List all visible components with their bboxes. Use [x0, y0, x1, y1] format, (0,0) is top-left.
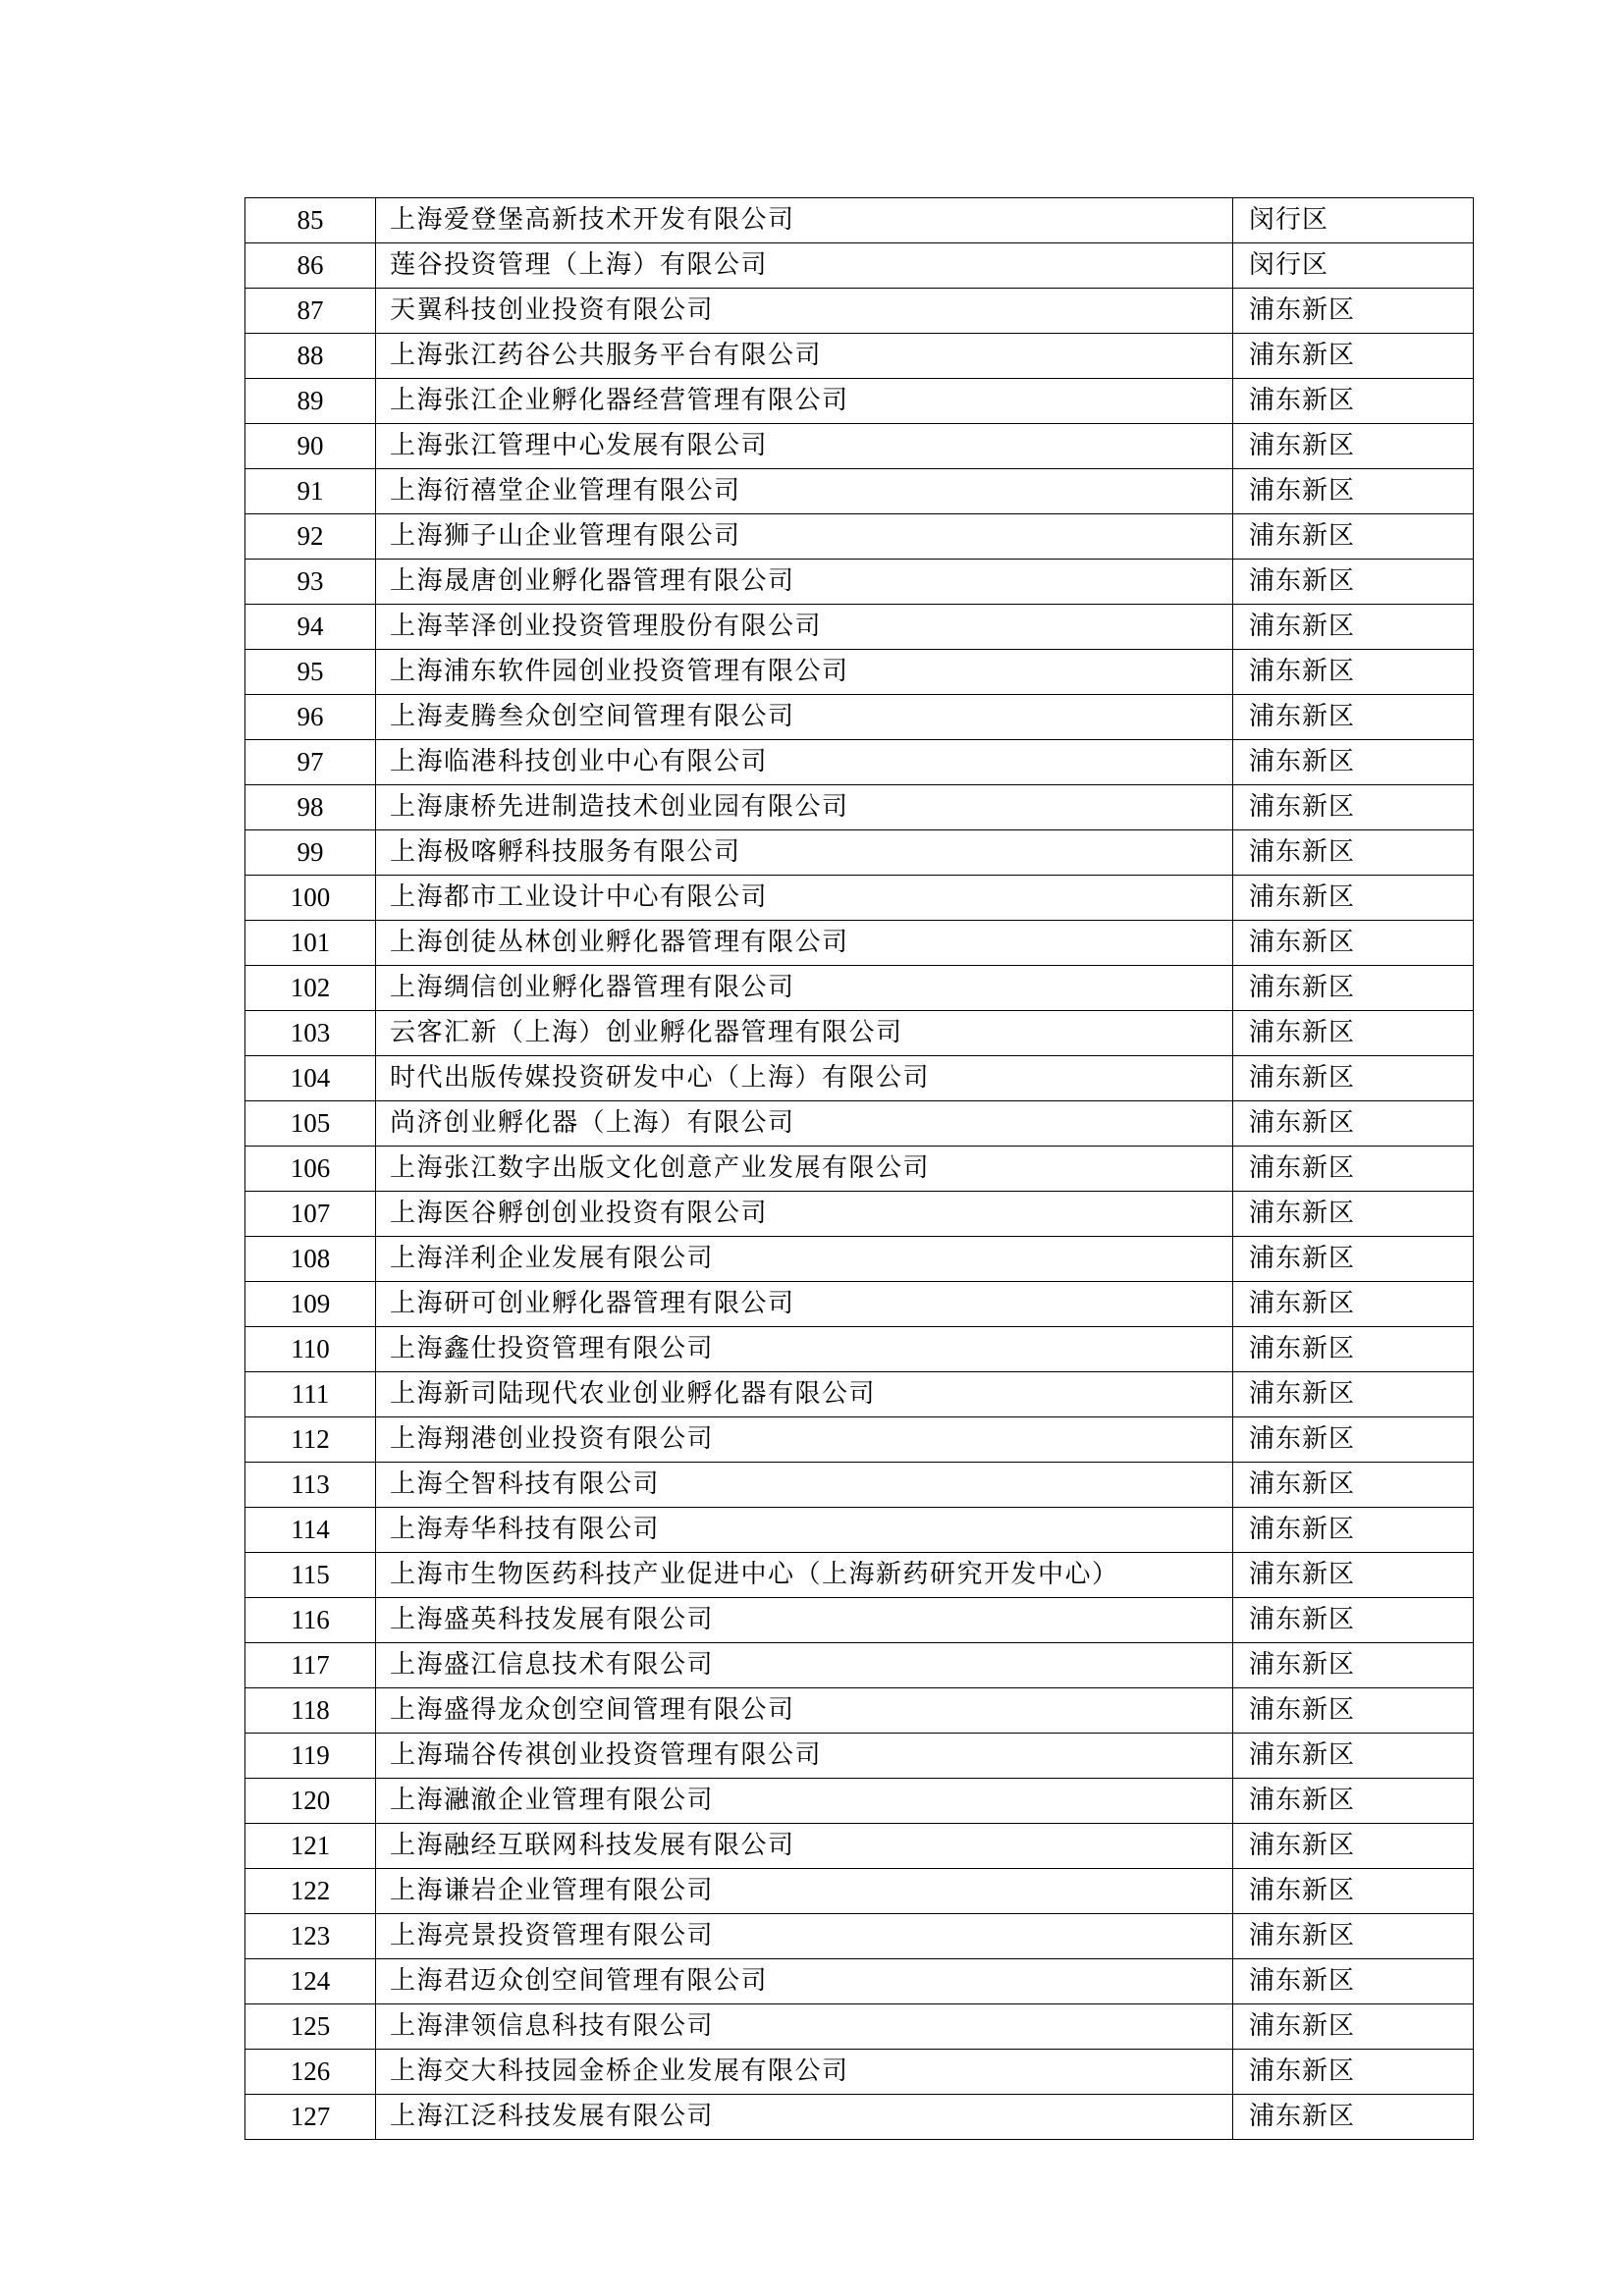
row-number-cell: 112 [245, 1417, 376, 1463]
row-number-cell: 109 [245, 1282, 376, 1327]
row-number-cell: 101 [245, 921, 376, 966]
company-name-cell: 上海医谷孵创创业投资有限公司 [376, 1192, 1233, 1237]
row-number-cell: 127 [245, 2095, 376, 2140]
table-row [245, 1192, 1474, 1237]
company-name-cell: 尚济创业孵化器（上海）有限公司 [376, 1101, 1233, 1147]
table-row [245, 1914, 1474, 1959]
table-row [245, 1417, 1474, 1463]
table-row [245, 560, 1474, 605]
company-name-cell: 天翼科技创业投资有限公司 [376, 289, 1233, 334]
row-number-cell: 86 [245, 243, 376, 289]
table-row [245, 1688, 1474, 1734]
company-name-cell: 上海津领信息科技有限公司 [376, 2004, 1233, 2050]
district-cell: 浦东新区 [1233, 1463, 1474, 1508]
district-cell: 浦东新区 [1233, 2050, 1474, 2095]
district-cell: 浦东新区 [1233, 695, 1474, 740]
table-row [245, 469, 1474, 514]
company-name-cell: 上海市生物医药科技产业促进中心（上海新药研究开发中心） [376, 1553, 1233, 1598]
table-row [245, 1327, 1474, 1372]
row-number-cell: 106 [245, 1147, 376, 1192]
district-cell: 浦东新区 [1233, 1914, 1474, 1959]
district-cell: 浦东新区 [1233, 1959, 1474, 2004]
company-name-cell: 上海瑞谷传祺创业投资管理有限公司 [376, 1734, 1233, 1779]
company-name-cell: 时代出版传媒投资研发中心（上海）有限公司 [376, 1056, 1233, 1101]
row-number-cell: 110 [245, 1327, 376, 1372]
district-cell: 浦东新区 [1233, 1237, 1474, 1282]
row-number-cell: 88 [245, 334, 376, 379]
company-name-cell: 上海康桥先进制造技术创业园有限公司 [376, 785, 1233, 830]
table-row [245, 1056, 1474, 1101]
company-name-cell: 上海张江药谷公共服务平台有限公司 [376, 334, 1233, 379]
row-number-cell: 99 [245, 830, 376, 876]
table-row [245, 2050, 1474, 2095]
district-cell: 浦东新区 [1233, 1147, 1474, 1192]
table-row [245, 605, 1474, 650]
row-number-cell: 118 [245, 1688, 376, 1734]
row-number-cell: 95 [245, 650, 376, 695]
table-row [245, 695, 1474, 740]
company-name-cell: 上海研可创业孵化器管理有限公司 [376, 1282, 1233, 1327]
row-number-cell: 107 [245, 1192, 376, 1237]
table-row [245, 2004, 1474, 2050]
row-number-cell: 96 [245, 695, 376, 740]
district-cell: 浦东新区 [1233, 1824, 1474, 1869]
district-cell: 浦东新区 [1233, 424, 1474, 469]
table-row [245, 1734, 1474, 1779]
table-row [245, 1372, 1474, 1417]
company-name-cell: 上海交大科技园金桥企业发展有限公司 [376, 2050, 1233, 2095]
row-number-cell: 116 [245, 1598, 376, 1643]
company-name-cell: 上海麦腾叁众创空间管理有限公司 [376, 695, 1233, 740]
district-cell: 浦东新区 [1233, 650, 1474, 695]
row-number-cell: 111 [245, 1372, 376, 1417]
district-cell: 浦东新区 [1233, 1598, 1474, 1643]
row-number-cell: 126 [245, 2050, 376, 2095]
district-cell: 浦东新区 [1233, 334, 1474, 379]
table-row [245, 424, 1474, 469]
table-row [245, 740, 1474, 785]
table-row [245, 1869, 1474, 1914]
company-name-cell: 上海张江管理中心发展有限公司 [376, 424, 1233, 469]
district-cell: 浦东新区 [1233, 740, 1474, 785]
row-number-cell: 120 [245, 1779, 376, 1824]
company-name-cell: 云客汇新（上海）创业孵化器管理有限公司 [376, 1011, 1233, 1056]
district-cell: 浦东新区 [1233, 1282, 1474, 1327]
table-row [245, 1147, 1474, 1192]
table-row [245, 1959, 1474, 2004]
company-name-cell: 上海衍禧堂企业管理有限公司 [376, 469, 1233, 514]
company-name-cell: 上海翔港创业投资有限公司 [376, 1417, 1233, 1463]
district-cell: 浦东新区 [1233, 1192, 1474, 1237]
company-name-cell: 上海浦东软件园创业投资管理有限公司 [376, 650, 1233, 695]
row-number-cell: 94 [245, 605, 376, 650]
district-cell: 浦东新区 [1233, 289, 1474, 334]
district-cell: 浦东新区 [1233, 876, 1474, 921]
district-cell: 浦东新区 [1233, 1011, 1474, 1056]
table-row [245, 1598, 1474, 1643]
company-name-cell: 莲谷投资管理（上海）有限公司 [376, 243, 1233, 289]
table-row [245, 198, 1474, 243]
company-name-cell: 上海张江企业孵化器经营管理有限公司 [376, 379, 1233, 424]
row-number-cell: 119 [245, 1734, 376, 1779]
table-row [245, 785, 1474, 830]
district-cell: 浦东新区 [1233, 514, 1474, 560]
district-cell: 浦东新区 [1233, 1101, 1474, 1147]
row-number-cell: 92 [245, 514, 376, 560]
district-cell: 浦东新区 [1233, 1869, 1474, 1914]
table-row [245, 1011, 1474, 1056]
table-row [245, 1553, 1474, 1598]
table-row [245, 1643, 1474, 1688]
row-number-cell: 103 [245, 1011, 376, 1056]
district-cell: 浦东新区 [1233, 1779, 1474, 1824]
company-name-cell: 上海莘泽创业投资管理股份有限公司 [376, 605, 1233, 650]
table-row [245, 243, 1474, 289]
row-number-cell: 93 [245, 560, 376, 605]
table-row [245, 830, 1474, 876]
district-cell: 浦东新区 [1233, 1643, 1474, 1688]
row-number-cell: 125 [245, 2004, 376, 2050]
district-cell: 浦东新区 [1233, 966, 1474, 1011]
row-number-cell: 115 [245, 1553, 376, 1598]
row-number-cell: 102 [245, 966, 376, 1011]
row-number-cell: 122 [245, 1869, 376, 1914]
row-number-cell: 123 [245, 1914, 376, 1959]
company-name-cell: 上海亮景投资管理有限公司 [376, 1914, 1233, 1959]
company-name-cell: 上海洋利企业发展有限公司 [376, 1237, 1233, 1282]
row-number-cell: 114 [245, 1508, 376, 1553]
company-name-cell: 上海极喀孵科技服务有限公司 [376, 830, 1233, 876]
district-cell: 浦东新区 [1233, 1327, 1474, 1372]
district-cell: 浦东新区 [1233, 605, 1474, 650]
row-number-cell: 104 [245, 1056, 376, 1101]
district-cell: 浦东新区 [1233, 2004, 1474, 2050]
table-row [245, 966, 1474, 1011]
row-number-cell: 97 [245, 740, 376, 785]
table-row [245, 514, 1474, 560]
row-number-cell: 121 [245, 1824, 376, 1869]
company-name-cell: 上海张江数字出版文化创意产业发展有限公司 [376, 1147, 1233, 1192]
company-name-cell: 上海狮子山企业管理有限公司 [376, 514, 1233, 560]
row-number-cell: 90 [245, 424, 376, 469]
table-row [245, 289, 1474, 334]
row-number-cell: 89 [245, 379, 376, 424]
district-cell: 浦东新区 [1233, 1056, 1474, 1101]
district-cell: 浦东新区 [1233, 469, 1474, 514]
district-cell: 浦东新区 [1233, 1688, 1474, 1734]
district-cell: 闵行区 [1233, 243, 1474, 289]
table-row [245, 876, 1474, 921]
district-cell: 浦东新区 [1233, 785, 1474, 830]
row-number-cell: 124 [245, 1959, 376, 2004]
table-row [245, 2095, 1474, 2140]
district-cell: 浦东新区 [1233, 1553, 1474, 1598]
row-number-cell: 117 [245, 1643, 376, 1688]
district-cell: 浦东新区 [1233, 2095, 1474, 2140]
district-cell: 浦东新区 [1233, 1372, 1474, 1417]
row-number-cell: 105 [245, 1101, 376, 1147]
company-name-cell: 上海盛英科技发展有限公司 [376, 1598, 1233, 1643]
company-name-cell: 上海创徒丛林创业孵化器管理有限公司 [376, 921, 1233, 966]
table-row [245, 334, 1474, 379]
district-cell: 浦东新区 [1233, 1508, 1474, 1553]
company-name-cell: 上海仝智科技有限公司 [376, 1463, 1233, 1508]
table-row [245, 921, 1474, 966]
table-row [245, 379, 1474, 424]
row-number-cell: 108 [245, 1237, 376, 1282]
company-name-cell: 上海盛江信息技术有限公司 [376, 1643, 1233, 1688]
district-cell: 闵行区 [1233, 198, 1474, 243]
district-cell: 浦东新区 [1233, 921, 1474, 966]
row-number-cell: 100 [245, 876, 376, 921]
row-number-cell: 85 [245, 198, 376, 243]
row-number-cell: 113 [245, 1463, 376, 1508]
document-table-container [244, 197, 1473, 2140]
company-name-cell: 上海寿华科技有限公司 [376, 1508, 1233, 1553]
company-name-cell: 上海君迈众创空间管理有限公司 [376, 1959, 1233, 2004]
table-row [245, 1101, 1474, 1147]
row-number-cell: 91 [245, 469, 376, 514]
district-cell: 浦东新区 [1233, 830, 1474, 876]
company-name-cell: 上海盛得龙众创空间管理有限公司 [376, 1688, 1233, 1734]
company-name-cell: 上海爱登堡高新技术开发有限公司 [376, 198, 1233, 243]
enterprise-list-table [244, 197, 1474, 2140]
table-row [245, 1508, 1474, 1553]
company-name-cell: 上海都市工业设计中心有限公司 [376, 876, 1233, 921]
row-number-cell: 98 [245, 785, 376, 830]
table-row [245, 1779, 1474, 1824]
district-cell: 浦东新区 [1233, 379, 1474, 424]
table-row [245, 1282, 1474, 1327]
company-name-cell: 上海鑫仕投资管理有限公司 [376, 1327, 1233, 1372]
table-row [245, 1824, 1474, 1869]
table-row [245, 1237, 1474, 1282]
company-name-cell: 上海谦岩企业管理有限公司 [376, 1869, 1233, 1914]
district-cell: 浦东新区 [1233, 560, 1474, 605]
table-row [245, 650, 1474, 695]
company-name-cell: 上海晟唐创业孵化器管理有限公司 [376, 560, 1233, 605]
company-name-cell: 上海瀜澈企业管理有限公司 [376, 1779, 1233, 1824]
company-name-cell: 上海绸信创业孵化器管理有限公司 [376, 966, 1233, 1011]
district-cell: 浦东新区 [1233, 1417, 1474, 1463]
table-row [245, 1463, 1474, 1508]
company-name-cell: 上海新司陆现代农业创业孵化器有限公司 [376, 1372, 1233, 1417]
district-cell: 浦东新区 [1233, 1734, 1474, 1779]
company-name-cell: 上海融经互联网科技发展有限公司 [376, 1824, 1233, 1869]
row-number-cell: 87 [245, 289, 376, 334]
company-name-cell: 上海江泛科技发展有限公司 [376, 2095, 1233, 2140]
table-body [245, 198, 1474, 2140]
company-name-cell: 上海临港科技创业中心有限公司 [376, 740, 1233, 785]
